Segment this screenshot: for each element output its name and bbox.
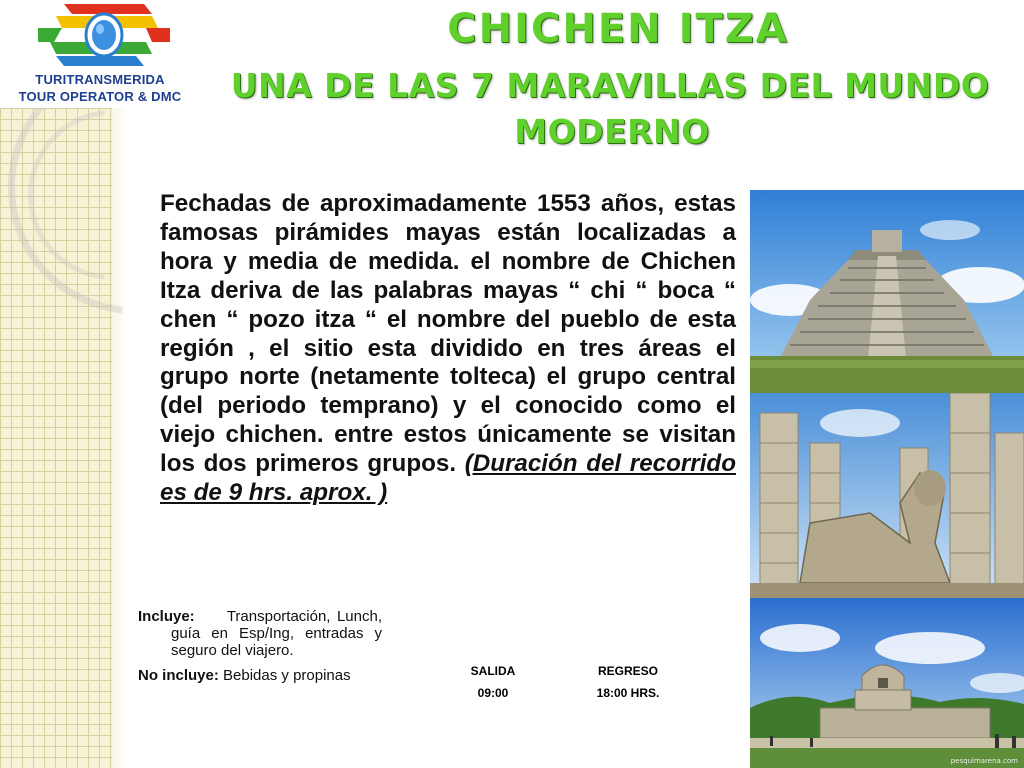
excludes-label: No incluye: (138, 667, 219, 684)
includes-text: Transportación, Lunch, guía en Esp/Ing, entradas y seguro del viajero. (171, 608, 382, 659)
photo-credit: pesquimarena.com (950, 757, 1018, 765)
tour-duration: (Duración del recorrido es de 9 hrs. aprox. ) (160, 450, 736, 507)
excludes-item (138, 667, 382, 684)
chac-mool-photo (750, 393, 1024, 598)
page-title: CHICHEN ITZA (447, 6, 789, 52)
logo-company-name: TURITRANSMERIDA (35, 72, 165, 87)
excludes-text: Bebidas y propinas (223, 667, 351, 684)
departure-time: 09:00 (477, 686, 509, 700)
includes-item (138, 608, 382, 659)
return-schedule (578, 664, 678, 700)
departure-label: SALIDA (470, 664, 516, 678)
page-subtitle-line1: UNA DE LAS 7 MARAVILLAS DEL MUNDO (230, 66, 990, 105)
logo-tagline: TOUR OPERATOR & DMC (18, 89, 182, 104)
return-label: REGRESO (597, 664, 658, 678)
return-time: 18:00 HRS. (596, 686, 660, 700)
pyramid-photo (750, 190, 1024, 393)
observatory-photo (750, 598, 1024, 768)
page-subtitle-line2: MODERNO (514, 112, 710, 151)
logo-emblem-icon (34, 2, 174, 70)
description-text: Fechadas de aproximadamente 1553 años, estas famosas pirámides mayas están localizadas a hora y media de medida. el nombre de Chichen Itza deriva de las palabras mayas “ chi “ boca “ chen “ pozo itza “ el nombre del pueblo de esta región , el sitio esta dividido en tres áreas el grupo norte (netamente tolteca) el grupo central (del periodo temprano) y el conocido como el viejo chichen. entre estos únicamente se visitan los dos primeros grupos. (160, 190, 736, 478)
tour-description (160, 190, 736, 508)
departure-schedule (443, 664, 543, 700)
includes-label: Incluye: (138, 608, 195, 625)
company-logo (0, 0, 200, 108)
inclusions-section (138, 608, 382, 692)
